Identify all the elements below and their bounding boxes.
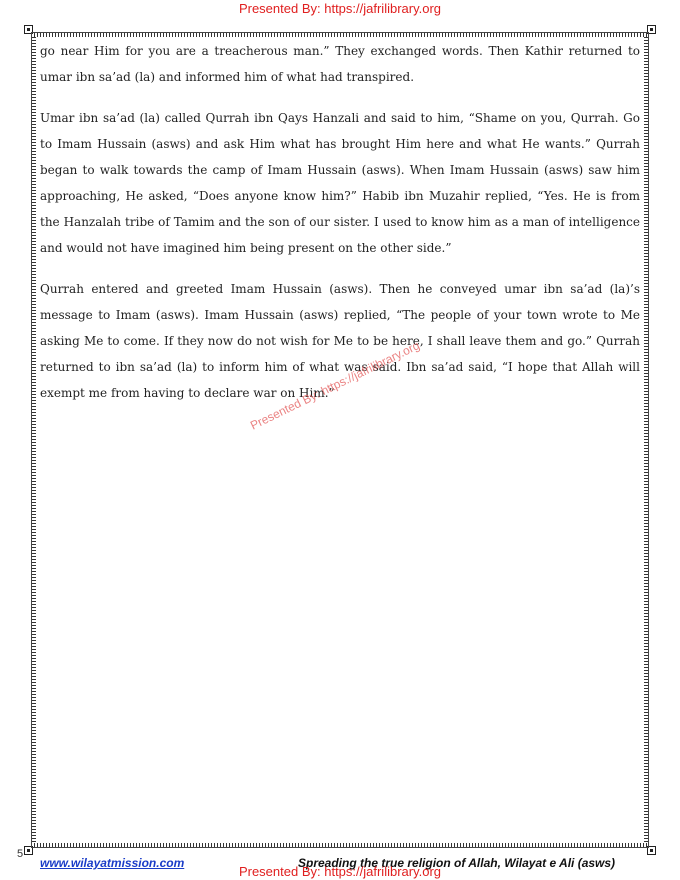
corner-ornament-icon (647, 846, 656, 855)
page-number: 5 (17, 848, 24, 860)
header-watermark: Presented By: https://jafrilibrary.org (238, 1, 442, 16)
paragraph-1: go near Him for you are a treacherous man.” They exchanged words. Then Kathir returned to umar ibn sa’ad (la) and informed him of what had transpired. (40, 44, 640, 84)
document-body (40, 38, 640, 421)
footer-watermark: Presented By: https://jafrilibrary.org (238, 864, 442, 879)
corner-ornament-icon (24, 846, 33, 855)
paragraph-3: Qurrah entered and greeted Imam Hussain (asws). Then he conveyed umar ibn sa’ad (la)’s message to Imam (asws). Imam Hussain (asws) replied, “The people of your town wrote to Me asking Me to come. If they now do not wish for Me to be here, I shall leave them and go.” Qurrah returned to ibn sa’ad (la) to inform him of what was said. Ibn sa’ad said, “I hope that Allah will exempt me from having to declare war on Him.” (40, 282, 640, 400)
corner-ornament-icon (647, 25, 656, 34)
footer-website-link[interactable]: www.wilayatmission.com (40, 856, 185, 870)
footer-tagline: Spreading the true religion of Allah, Wilayat e Ali (asws) (298, 856, 616, 870)
paragraph-2: Umar ibn sa’ad (la) called Qurrah ibn Qays Hanzali and said to him, “Shame on you, Qurrah. Go to Imam Hussain (asws) and ask Him what has brought Him here and what He wants.” Qurrah began to walk towards the camp of Imam Hussain (asws). When Imam Hussain (asws) saw him approaching, He asked, “Does anyone know him?” Habib ibn Muzahir replied, “Yes. He is from the Hanzalah tribe of Tamim and the son of our sister. I used to know him as a man of intelligence and would not have imagined him being present on the other side.” (40, 111, 640, 255)
corner-ornament-icon (24, 25, 33, 34)
center-watermark: Presented By: https://jafrilibrary.org (248, 338, 422, 433)
